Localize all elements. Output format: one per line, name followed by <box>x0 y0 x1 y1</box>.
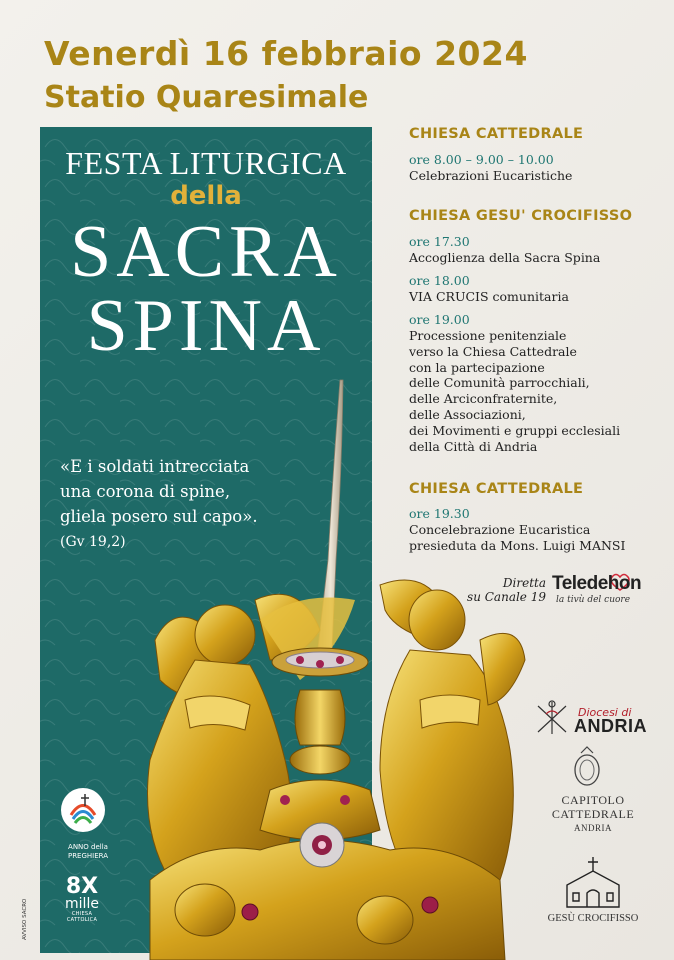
event-description <box>409 289 569 305</box>
right-angel <box>380 580 525 880</box>
event-line: VIA CRUCIS comunitaria <box>409 289 569 304</box>
anno-preghiera-label <box>58 843 118 861</box>
mille-big: 8X <box>65 874 99 899</box>
event-time: ore 8.00 – 9.00 – 10.00 <box>409 152 554 167</box>
event-time: ore 18.00 <box>409 273 470 288</box>
quote-line: una corona di spine, <box>60 482 231 501</box>
diocesi-label: Diocesi di <box>578 706 632 719</box>
event-line: Processione penitenziale <box>409 328 567 343</box>
avviso-sacro-label: AVVISO SACRO <box>22 898 28 940</box>
broadcast-line: su Canale 19 <box>467 590 546 604</box>
event-description <box>409 522 625 554</box>
cherub-head <box>175 884 235 936</box>
capitolo-line: CAPITOLO <box>561 793 625 807</box>
section-title: CHIESA CATTEDRALE <box>409 481 584 497</box>
cherub-head <box>357 896 413 944</box>
event-description <box>409 250 600 266</box>
title-della: della <box>170 181 242 211</box>
event-line: con la partecipazione <box>409 359 545 375</box>
section-title: CHIESA CATTEDRALE <box>409 126 584 142</box>
event-line: verso la Chiesa Cattedrale <box>409 343 577 359</box>
event-line: Accoglienza della Sacra Spina <box>409 250 601 265</box>
event-line: della Città di Andria <box>409 438 538 454</box>
event-time: ore 19.30 <box>409 506 470 521</box>
capitolo-city: ANDRIA <box>574 823 612 833</box>
capitolo-logo <box>548 793 638 835</box>
title-spina: SPINA <box>86 285 326 367</box>
event-line: presieduta da Mons. Luigi MANSI <box>409 537 626 553</box>
section-title: CHIESA GESU' CROCIFISSO <box>409 208 633 224</box>
base-gem <box>242 904 258 920</box>
event-description <box>409 328 620 454</box>
quote-line: «E i soldati intrecciata <box>60 457 250 476</box>
title-sacra: SACRA <box>70 211 342 293</box>
event-time: ore 17.30 <box>409 234 470 249</box>
diocesi-name: ANDRIA <box>574 716 647 736</box>
church-icon <box>567 857 619 907</box>
event-description <box>409 168 572 184</box>
title-festa-liturgica: FESTA LITURGICA <box>65 145 347 181</box>
event-line: Celebrazioni Eucaristiche <box>409 168 573 183</box>
anno-line: ANNO della <box>68 843 108 851</box>
silver-flower <box>300 823 344 867</box>
capitolo-line: CATTEDRALE <box>551 807 635 821</box>
event-line: dei Movimenti e gruppi ecclesiali <box>409 422 621 438</box>
base-gem <box>422 897 438 913</box>
anno-preghiera-logo <box>61 788 105 832</box>
broadcast-info <box>467 576 546 604</box>
event-line: delle Comunità parrocchiali, <box>409 375 590 391</box>
gesu-crocifisso-label: GESÙ CROCIFISSO <box>547 913 639 924</box>
diocesi-crest-icon <box>538 701 566 734</box>
broadcast-line: Diretta <box>502 576 546 590</box>
event-line: Concelebrazione Eucaristica <box>409 522 591 537</box>
teledehon-logo: Teledehon <box>552 573 642 594</box>
event-date: Venerdì 16 febbraio 2024 <box>44 34 528 73</box>
event-line: delle Arciconfraternite, <box>409 391 558 407</box>
event-time: ore 19.00 <box>409 312 470 327</box>
mille-sub: CHIESA CATTOLICA <box>66 911 98 923</box>
event-line: delle Associazioni, <box>409 406 526 422</box>
event-subtitle: Statio Quaresimale <box>44 80 369 115</box>
mille-word: mille <box>65 896 99 912</box>
capitolo-crest-icon <box>575 747 599 785</box>
quote-line: gliela posero sul capo». <box>60 507 258 526</box>
otto-per-mille-logo <box>58 876 106 923</box>
anno-line: PREGHIERA <box>67 852 109 860</box>
quote-reference: (Gv 19,2) <box>60 534 126 550</box>
teledehon-tagline: la tivù del cuore <box>556 595 631 605</box>
